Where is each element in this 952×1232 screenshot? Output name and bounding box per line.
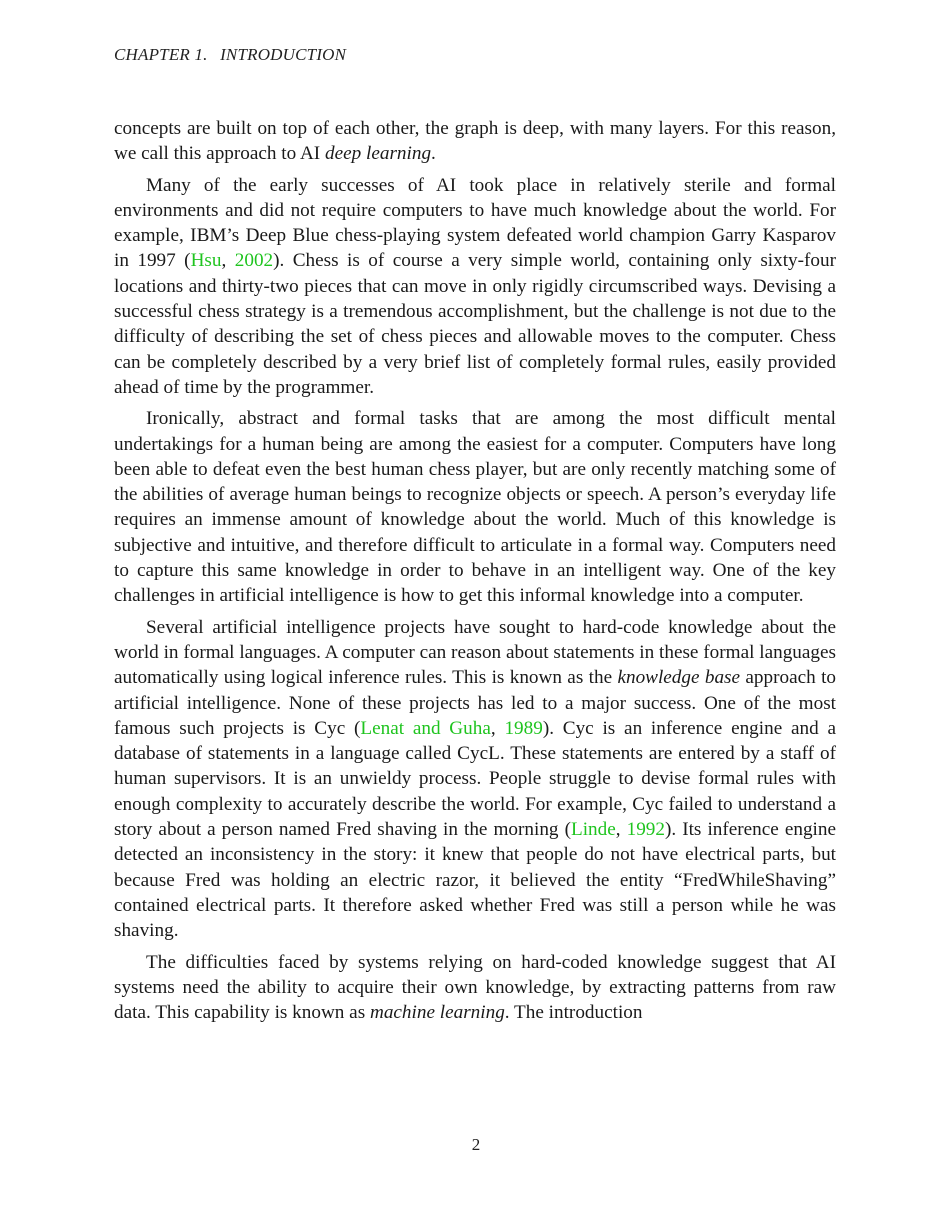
paragraph [114,173,836,401]
paragraph [114,116,836,167]
paragraph [114,950,836,1026]
chapter-label: CHAPTER 1. [114,45,208,64]
paragraph [114,615,836,944]
emphasized-term: knowledge base [617,667,741,689]
paragraph [114,406,836,608]
text-run: ). Its inference engine detected an inconsistency in the story: it knew that people do not have electrical parts, but because Fred was holding an electric razor, it believed the entity “FredWhileShaving” contained electrical parts. It therefore asked whether Fred was still a person while he was shaving. [114,819,837,942]
citation-link[interactable]: 2002 [234,250,274,272]
page-number: 2 [471,1135,481,1154]
emphasized-term: deep learning [325,143,432,165]
citation-link[interactable]: Linde [570,819,616,841]
body-text [114,116,836,1031]
text-run: , [615,819,627,841]
text-run: Many of the early successes of AI took place in relatively sterile and formal environments and did not require computers to have much knowledge about the world. For example, IBM’s Deep Blue chess-playing system defeated world champion Garry Kasparov in 1997 ( [114,174,836,272]
text-run: . [431,143,436,165]
text-run: concepts are built on top of each other, the graph is deep, with many layers. For this reason, we call this approach to AI [114,118,836,165]
citation-link[interactable]: Lenat and Guha [360,717,491,739]
text-run: approach to artificial intelligence. None of these projects has led to a major success. One of the most famous such projects is Cyc ( [114,667,836,739]
text-run: , [490,717,505,739]
text-run: , [221,250,235,272]
text-run: ). Cyc is an inference engine and a database of statements in a language called CycL. These statements are entered by a staff of human supervisors. It is an unwieldy process. People struggle to devise formal rules with enough complexity to accurately describe the world. For example, Cyc failed to understand a story about a person named Fred shaving in the morning ( [114,717,836,841]
text-run: The difficulties faced by systems relying on hard-coded knowledge suggest that AI systems need the ability to acquire their own knowledge, by extracting patterns from raw data. This capability is known as [114,951,836,1024]
text-run: ). Chess is of course a very simple world, containing only sixty-four locations and thirty-two pieces that can move in only rigidly circumscribed ways. Devising a successful chess strategy is a tremendous accomplishment, but the challenge is not due to the difficulty of describing the set of chess pieces and allowable moves to the computer. Chess can be completely described by a very brief list of completely formal rules, easily provided ahead of time by the programmer. [114,250,836,398]
text-run: Ironically, abstract and formal tasks that are among the most difficult mental undertakings for a human being are among the easiest for a computer. Computers have long been able to defeat even the best human chess player, but are only recently matching some of the abilities of average human beings to recognize objects or speech. A person’s everyday life requires an immense amount of knowledge about the world. Much of this knowledge is subjective and intuitive, and therefore difficult to articulate in a formal way. Computers need to capture this same knowledge in order to behave in an intelligent way. One of the key challenges in artificial intelligence is how to get this informal knowledge into a computer. [114,408,836,607]
emphasized-term: machine learning [369,1002,505,1024]
citation-link[interactable]: Hsu [190,250,222,272]
running-head [114,45,346,65]
citation-link[interactable]: 1992 [626,819,665,841]
citation-link[interactable]: 1989 [504,717,543,739]
text-run: . The introduction [504,1002,643,1024]
text-run: Several artificial intelligence projects have sought to hard-code knowledge about the world in formal languages. A computer can reason about statements in these formal languages automatically using logical inference rules. This is known as the [114,616,836,689]
chapter-title: INTRODUCTION [220,45,347,64]
